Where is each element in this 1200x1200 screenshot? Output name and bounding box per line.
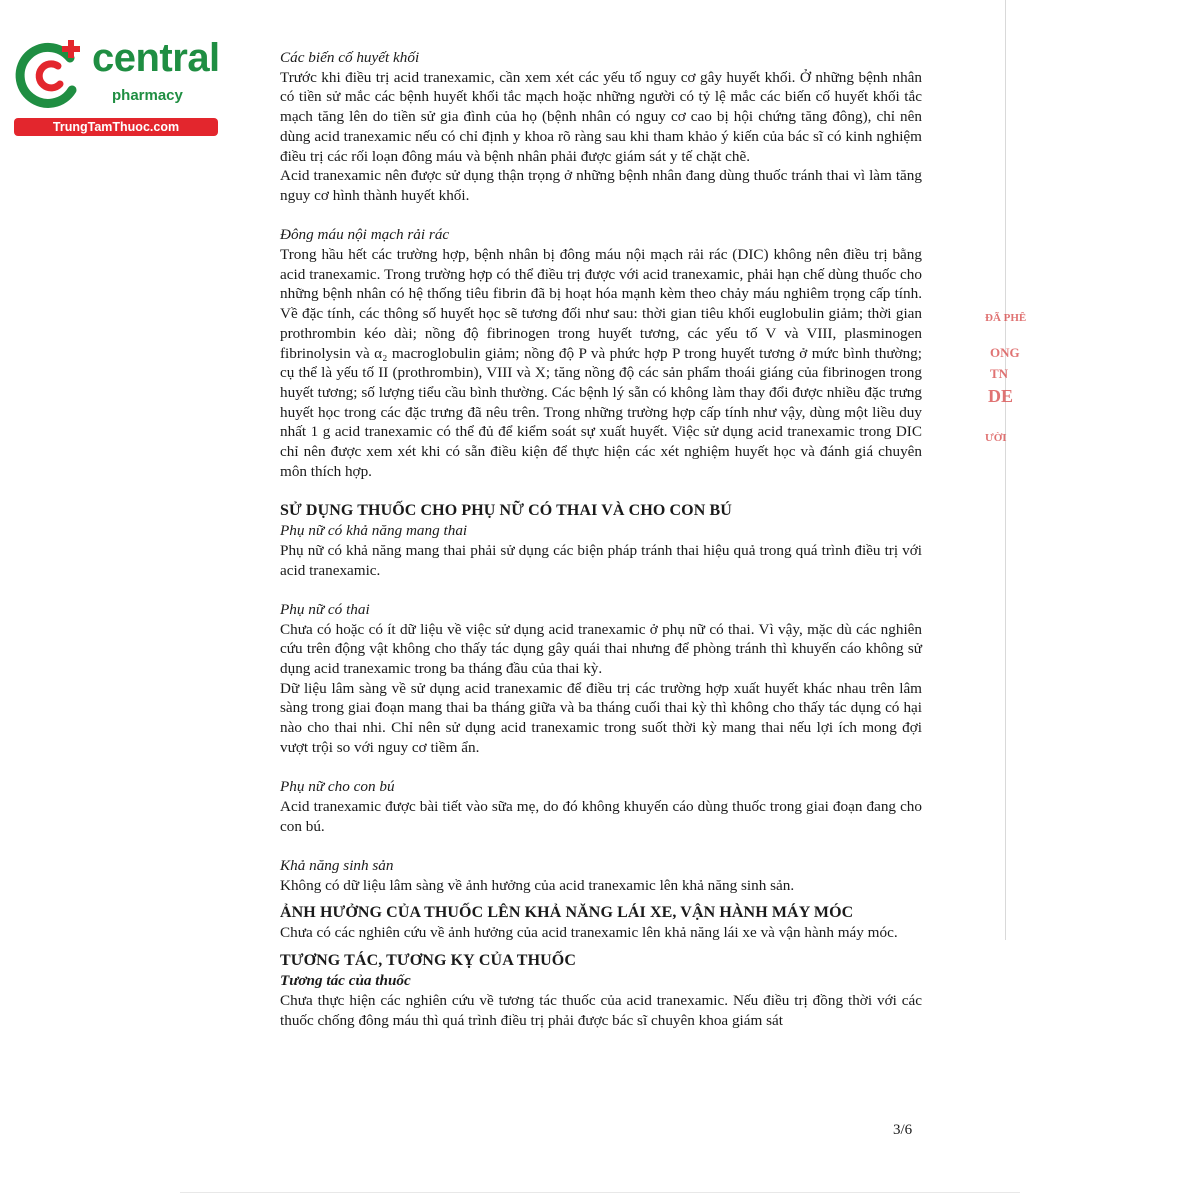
- paragraph: Phụ nữ có khả năng mang thai phải sử dụng các biện pháp tránh thai hiệu quả trong quá trình điều trị với acid tranexamic.: [280, 541, 922, 579]
- page-number: 3/6: [893, 1122, 913, 1138]
- paragraph: Acid tranexamic được bài tiết vào sữa mẹ, do đó không khuyến cáo dùng thuốc trong giai đoạn đang cho con bú.: [280, 797, 922, 835]
- paragraph: Acid tranexamic nên được sử dụng thận trọng ở những bệnh nhân đang dùng thuốc tránh thai vì làm tăng nguy cơ hình thành huyết khối.: [280, 167, 922, 204]
- logo-name: central: [92, 36, 220, 80]
- brand-logo[interactable]: [8, 30, 218, 140]
- document-page: [280, 48, 922, 1030]
- paragraph: Chưa thực hiện các nghiên cứu về tương tác thuốc của acid tranexamic. Nếu điều trị đồng thời với các thuốc chống đông máu thì quá trình điều trị phải được bác sĩ chuyên khoa giám sát: [280, 991, 922, 1029]
- paragraph: Trong hầu hết các trường hợp, bệnh nhân bị đông máu nội mạch rải rác (DIC) không nên điều trị bằng acid tranexamic. Trong trường hợp có thể điều trị được với acid tranexamic, phải hạn chế dùng thuốc cho những bệnh nhân có hệ thống tiêu fibrin đã bị hoạt hóa mạnh kèm theo chảy máu nghiêm trọng cấp tính. Về đặc tính, các thông số huyết học sẽ tương đối như sau: thời gian tiêu khối euglobulin giảm; thời gian prothrombin kéo dài; nồng độ fibrinogen trong huyết tương, các yếu tố V và VIII, plasminogen fibrinolysin và α₂ macroglobulin giảm; nồng độ P và phức hợp P trong huyết tương ở mức bình thường; cụ thể là yếu tố II (prothrombin), VIII và X; tăng nồng độ các sản phẩm thoái giáng của fibrinogen trong huyết tương; số lượng tiểu cầu bình thường. Các bệnh lý sẵn có không làm thay đổi được nhiều đặc trưng huyết học trong các đặc trưng đã nêu trên. Trong những trường hợp cấp tính như vậy, dùng một liều duy nhất 1 g acid tranexamic có thể đủ để kiểm soát sự xuất huyết. Việc sử dụng acid tranexamic trong DIC chỉ nên được xem xét khi có sẵn điều kiện để thực hiện các xét nghiệm huyết học và đánh giá chuyên môn thích hợp.: [280, 246, 922, 480]
- paragraph: Trước khi điều trị acid tranexamic, cần xem xét các yếu tố nguy cơ gây huyết khối. Ở những bệnh nhân có tiền sử mắc các bệnh huyết khối tắc mạch hoặc những người có tỷ lệ mắc các biến cố huyết khối tắc mạch tăng lên do tiền sử gia đình của họ (bệnh nhân có nguy cơ cao bị hội chứng tăng đông), chỉ nên dùng acid tranexamic nếu có chỉ định y khoa rõ ràng sau khi tham khảo ý kiến của bác sĩ có kinh nghiệm điều trị các rối loạn đông máu và bệnh nhân phải được giám sát y tế chặt chẽ.: [280, 68, 922, 165]
- central-pharmacy-logo-icon: [14, 38, 86, 110]
- paragraph: Chưa có hoặc có ít dữ liệu về việc sử dụng acid tranexamic ở phụ nữ có thai. Vì vậy, mặc dù các nghiên cứu trên động vật không cho thấy tác dụng gây quái thai nhưng để phòng tránh thì khuyến cáo không sử dụng acid tranexamic trong ba tháng đầu của thai kỳ.: [280, 620, 922, 678]
- stamp-fragment-4: DE: [988, 386, 1014, 406]
- paragraph: Chưa có các nghiên cứu về ảnh hưởng của acid tranexamic lên khả năng lái xe và vận hành máy móc.: [280, 924, 898, 942]
- heading-interactions: TƯƠNG TÁC, TƯƠNG KỴ CỦA THUỐC: [280, 952, 576, 970]
- section-title-drug-interactions: Tương tác của thuốc: [280, 972, 411, 990]
- logo-subtitle: pharmacy: [112, 87, 183, 104]
- page-edge: [1005, 0, 1006, 940]
- page-bottom-edge: [180, 1192, 1020, 1193]
- paragraph: Không có dữ liệu lâm sàng về ảnh hưởng của acid tranexamic lên khả năng sinh sản.: [280, 876, 795, 894]
- paragraph: Dữ liệu lâm sàng về sử dụng acid tranexamic để điều trị các trường hợp xuất huyết khác nhau trên lâm sàng trong giai đoạn mang thai ba tháng giữa và ba tháng cuối thai kỳ thì không cho thấy tác dụng có hại nào cho thai nhi. Chỉ nên sử dụng acid tranexamic trong suốt thời kỳ mang thai nếu lợi ích mong đợi vượt trội so với nguy cơ tiềm ẩn.: [280, 679, 922, 756]
- stamp-fragment-1: ĐÃ PHÊ: [985, 312, 1027, 324]
- section-title-thrombotic-events: Các biến cố huyết khối: [280, 49, 420, 66]
- stamp-fragment-3: TN: [990, 366, 1009, 381]
- section-title-pregnancy: Phụ nữ có thai: [280, 600, 370, 618]
- section-title-childbearing-potential: Phụ nữ có khả năng mang thai: [280, 522, 468, 540]
- section-title-fertility: Khả năng sinh sản: [280, 857, 394, 875]
- stamp-fragment-5: ƯỜI: [985, 432, 1007, 444]
- heading-pregnancy-lactation: SỬ DỤNG THUỐC CHO PHỤ NỮ CÓ THAI VÀ CHO CON BÚ: [280, 502, 732, 520]
- section-title-dic: Đông máu nội mạch rải rác: [280, 226, 450, 244]
- section-title-breastfeeding: Phụ nữ cho con bú: [280, 778, 395, 796]
- stamp-fragment-2: ONG: [990, 345, 1020, 360]
- logo-url[interactable]: TrungTamThuoc.com: [14, 118, 218, 136]
- heading-driving-machinery: ẢNH HƯỞNG CỦA THUỐC LÊN KHẢ NĂNG LÁI XE, VẬN HÀNH MÁY MÓC: [280, 904, 854, 922]
